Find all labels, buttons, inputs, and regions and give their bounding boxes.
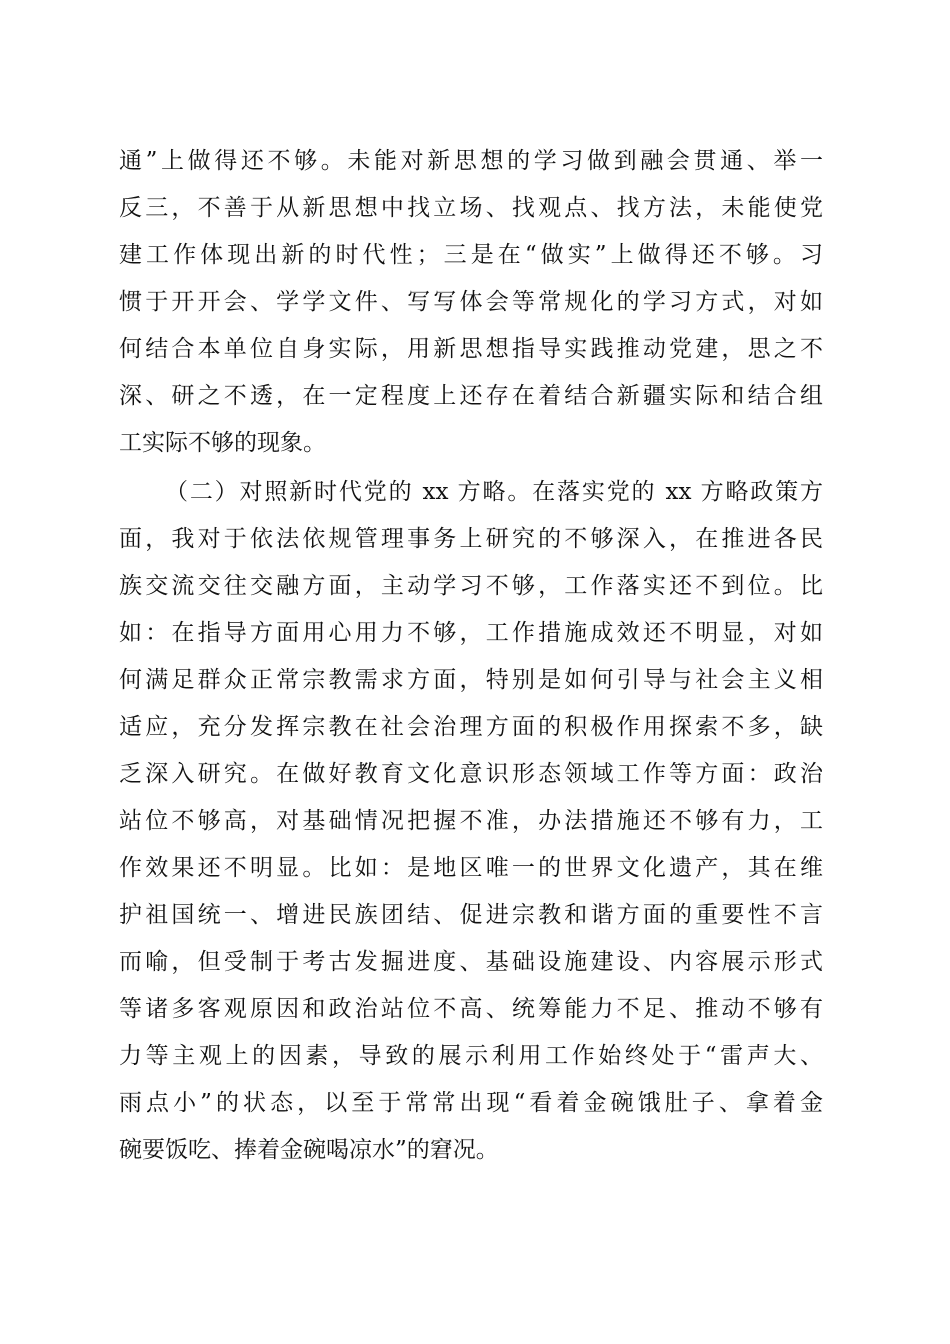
paragraph-line: 乏深入研究。在做好教育文化意识形态领域工作等方面：政治 (119, 761, 823, 787)
paragraph-line: 如：在指导方面用心用力不够，工作措施成效还不明显，对如 (119, 620, 823, 646)
paragraph-line: 作效果还不明显。比如：是地区唯一的世界文化遗产，其在维 (119, 855, 823, 881)
body-text (119, 138, 823, 1174)
paragraph-line: 力等主观上的因素，导致的展示利用工作始终处于“雷声大、 (119, 1043, 823, 1069)
paragraph-line: 适应，充分发挥宗教在社会治理方面的积极作用探索不多，缺 (119, 714, 823, 740)
paragraph-line: 面，我对于依法依规管理事务上研究的不够深入，在推进各民 (119, 526, 823, 552)
paragraph-line: 站位不够高，对基础情况把握不准，办法措施还不够有力，工 (119, 808, 823, 834)
paragraph-line: 而喻，但受制于考古发掘进度、基础设施建设、内容展示形式 (119, 949, 823, 975)
paragraph-2 (119, 469, 823, 1174)
paragraph-line: 等诸多客观原因和政治站位不高、统筹能力不足、推动不够有 (119, 996, 823, 1022)
paragraph-line: 通”上做得还不够。未能对新思想的学习做到融会贯通、举一 (119, 148, 823, 174)
paragraph-line: （二）对照新时代党的 xx 方略。在落实党的 xx 方略政策方 (165, 479, 823, 505)
paragraph-line: 族交流交往交融方面，主动学习不够，工作落实还不到位。比 (119, 573, 823, 599)
paragraph-line: 建工作体现出新的时代性；三是在“做实”上做得还不够。习 (119, 242, 823, 268)
paragraph-line: 护祖国统一、增进民族团结、促进宗教和谐方面的重要性不言 (119, 902, 823, 928)
paragraph-line: 深、研之不透，在一定程度上还存在着结合新疆实际和结合组 (119, 383, 823, 409)
paragraph-line: 碗要饭吃、捧着金碗喝凉水”的窘况。 (119, 1137, 499, 1163)
paragraph-line: 反三，不善于从新思想中找立场、找观点、找方法，未能使党 (119, 195, 823, 221)
paragraph-1 (119, 138, 823, 467)
paragraph-line: 何满足群众正常宗教需求方面，特别是如何引导与社会主义相 (119, 667, 823, 693)
paragraph-line: 何结合本单位自身实际，用新思想指导实践推动党建，思之不 (119, 336, 823, 362)
paragraph-line: 惯于开开会、学学文件、写写体会等常规化的学习方式，对如 (119, 289, 823, 315)
paragraph-line: 工实际不够的现象。 (119, 430, 326, 456)
paragraph-line: 雨点小”的状态，以至于常常出现“看着金碗饿肚子、拿着金 (119, 1090, 823, 1116)
